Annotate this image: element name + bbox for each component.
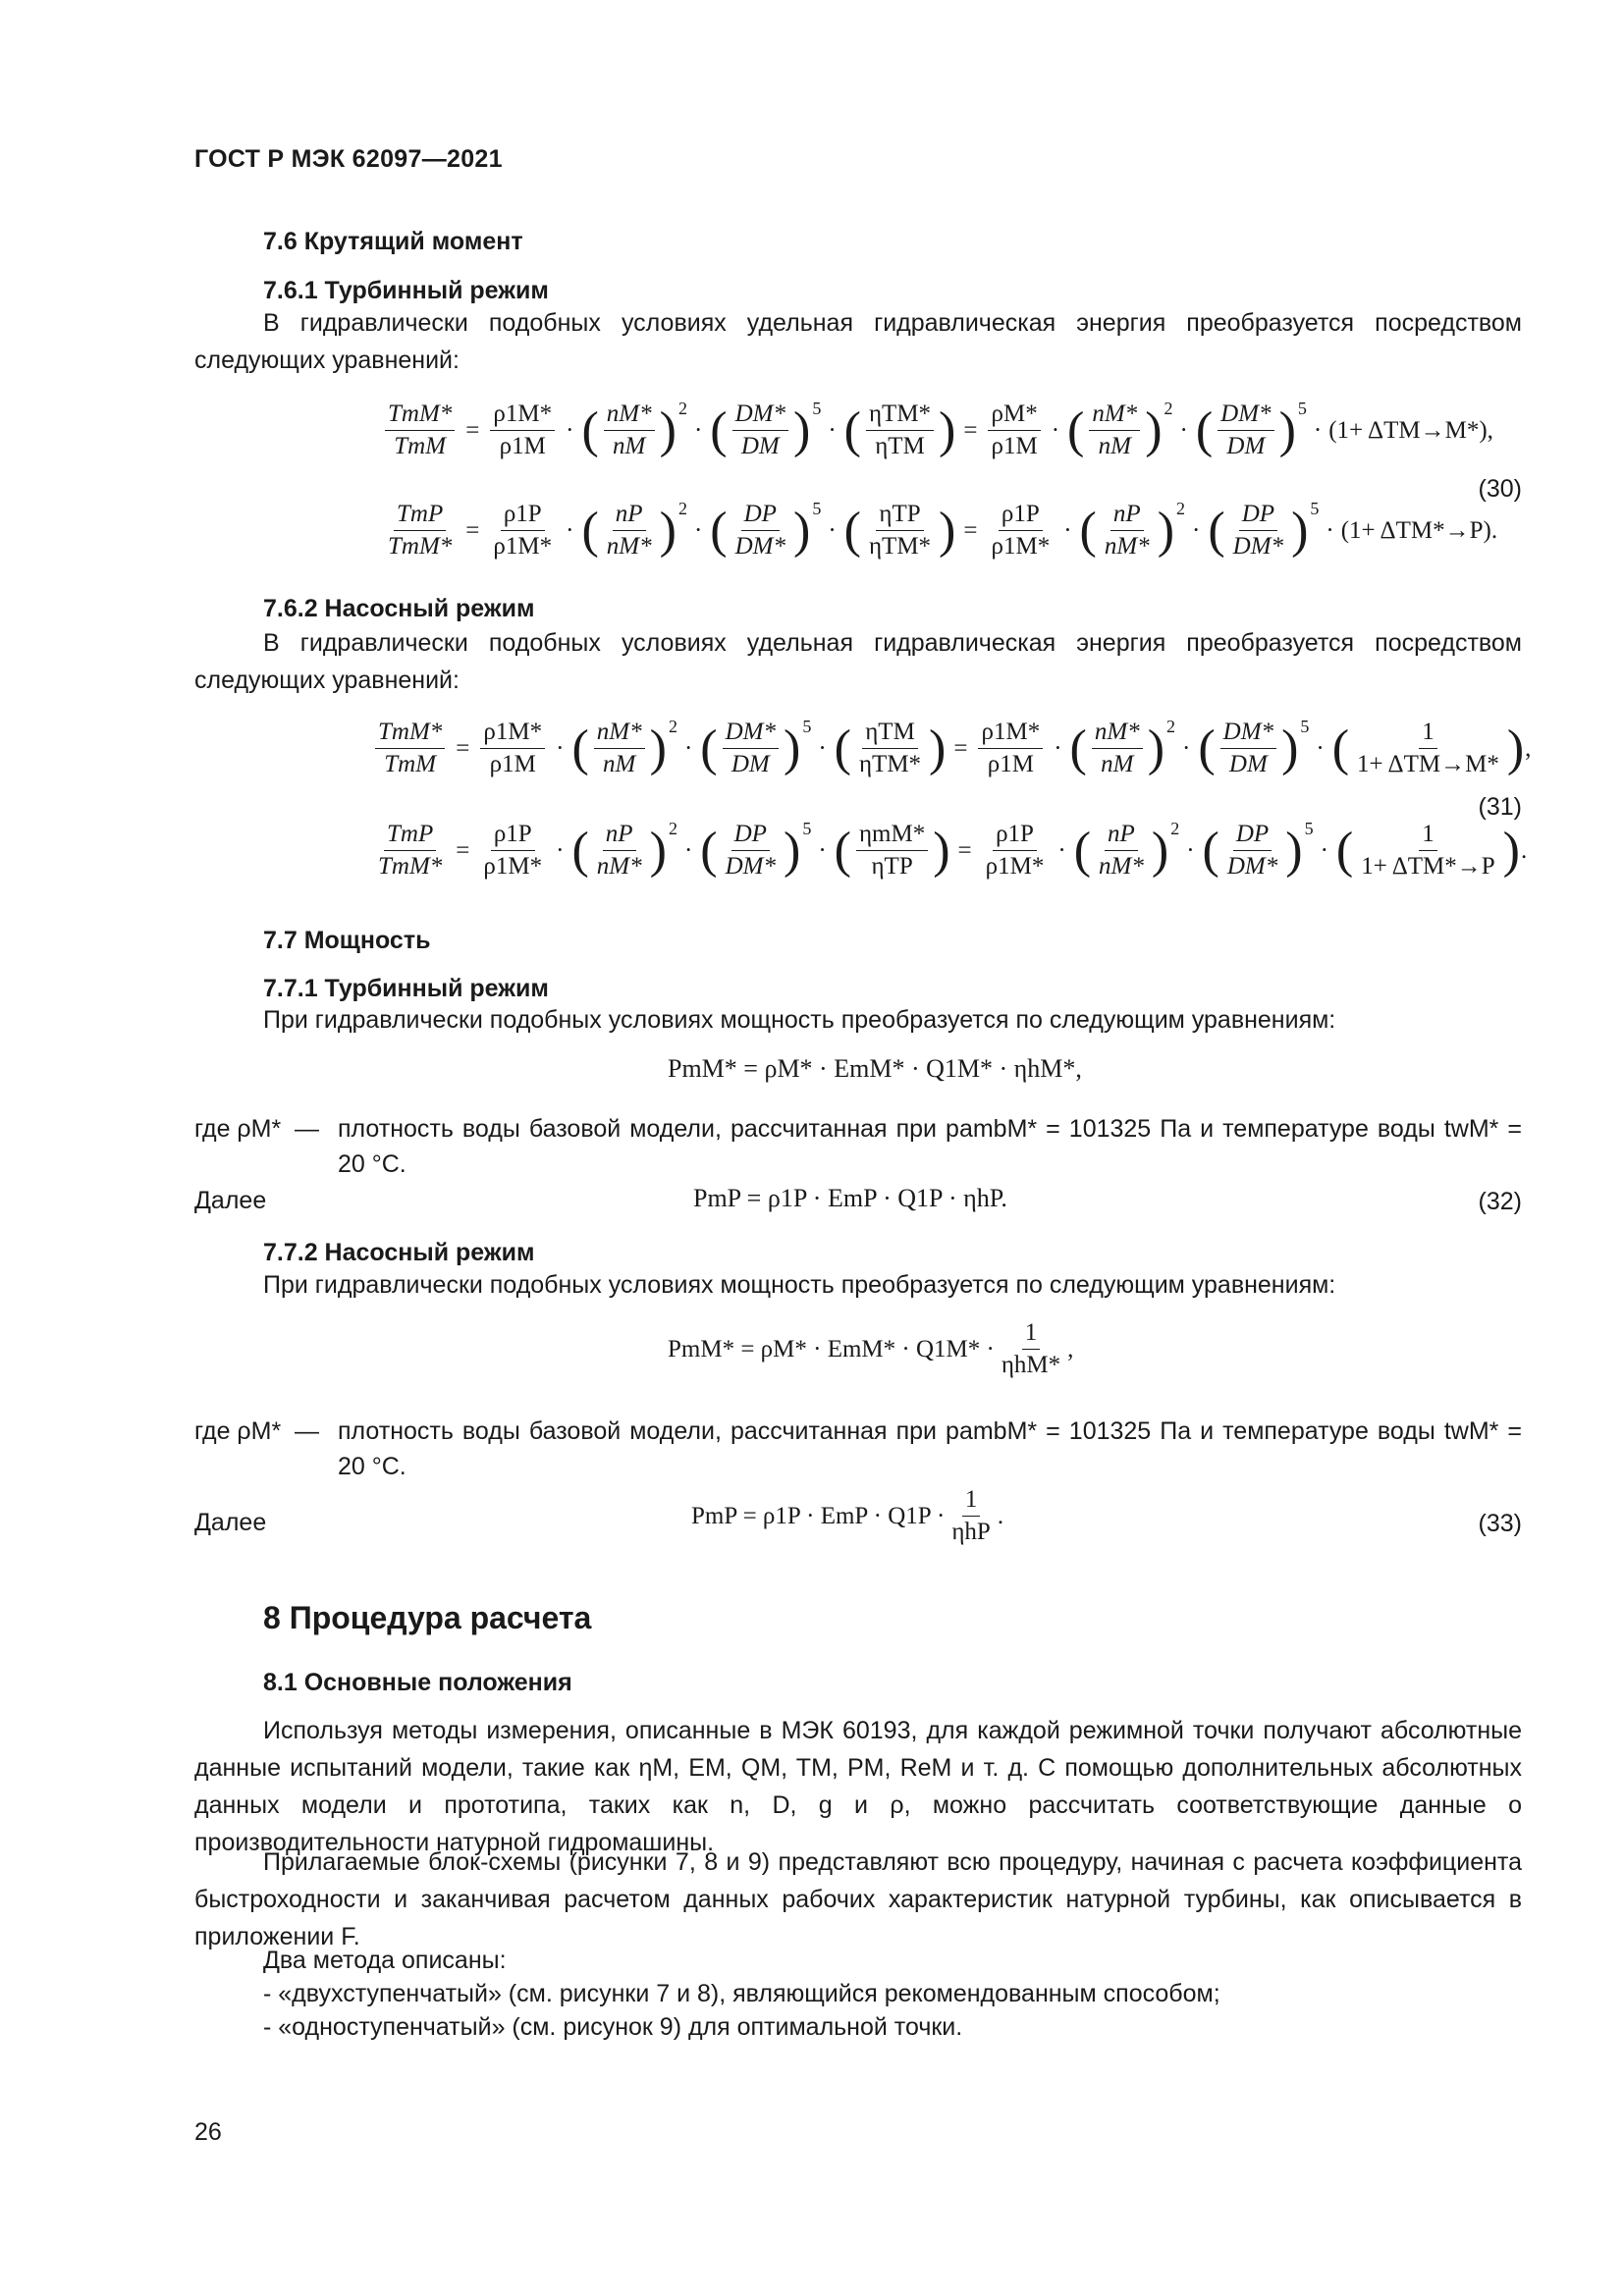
fraction: $\frac{\text{ηmM*}}{\text{ηTP}}$ <box>856 821 928 881</box>
text-dalee-2: Далее <box>194 1509 267 1536</box>
fraction: $\frac{\rho M*}{\rho 1M}$ <box>988 400 1040 460</box>
where-clause-2: где ρM* — плотность воды базовой модели, рассчитанная при pambM* = 101325 Па и температуре воды twM* = 20 °C. <box>194 1417 1522 1480</box>
fraction: $\frac{\rho 1M*}{\rho 1M}$ <box>978 719 1043 778</box>
fraction: $\frac{nM*}{nM}$ <box>594 719 645 778</box>
page-number: 26 <box>194 2118 222 2146</box>
fraction: $\frac{\rho 1P}{\rho 1M*}$ <box>483 821 543 880</box>
equation-number-31: (31) <box>1478 793 1522 821</box>
fraction: $\frac{nP}{nM*}$ <box>596 821 642 880</box>
section-7-6-1-text: В гидравлически подобных условиях удельная гидравлическая энергия преобразуется посредством следующих уравнений: <box>194 309 1522 374</box>
section-8-title: 8 Процедура расчета <box>263 1600 592 1635</box>
fraction: $\frac{1}{\text{1+ ΔTM→M*}}$ <box>1357 719 1499 777</box>
fraction: $\frac{\text{TmM*}}{\text{TmM}}$ <box>385 400 455 460</box>
section-8-1-paragraph-3: Два метода описаны: <box>263 1947 507 1974</box>
fraction: $\frac{\text{TmP}}{\text{TmM*}}$ <box>388 501 453 560</box>
fraction: $\frac{1}{\text{ηhM*}}$ <box>1001 1319 1061 1378</box>
fraction: $\frac{\text{ηTM}}{\text{ηTM*}}$ <box>858 719 922 777</box>
section-7-7-2-text: При гидравлически подобных условиях мощность преобразуется по следующим уравнениям: <box>263 1271 1336 1299</box>
fraction: $\frac{\text{ηTM*}}{\text{ηTM}}$ <box>866 400 934 460</box>
fraction: $\frac{\text{TmP}}{\text{TmM*}}$ <box>378 821 443 880</box>
fraction: $\frac{\text{ηTP}}{\text{ηTM*}}$ <box>868 501 932 560</box>
fraction: $\frac{DP}{DM*}$ <box>1226 821 1278 880</box>
formula-power-model-pump: PmM* = ρM* · EmM* · Q1M* · $\frac{1}{\text{ηhM*}}$ , <box>668 1319 1074 1378</box>
where-clause-1: где ρM* — плотность воды базовой модели, рассчитанная при pambM* = 101325 Па и температуре воды twM* = 20 °C. <box>194 1115 1522 1178</box>
equation-number-33: (33) <box>1478 1510 1522 1537</box>
equation-30-line-2: $\frac{\text{TmP}}{\text{TmM*}}$ = $\frac{\rho 1P}{\rho 1M*}$ · ( $\frac{nP}{nM*}$ ) 2 · ( $\frac{DP}{DM*}$ ) 5 · ( $\frac{\text{ηTP}}{\text{ηTM*}}$ ) = $\frac{\rho 1P}{\rho 1M*}$ · ( $\frac{nP}{nM*}$ ) 2 · ( $\frac{DP}{DM*}$ ) 5 · (1+ ΔTM*→P). <box>381 501 1497 561</box>
section-7-6-title: 7.6 Крутящий момент <box>263 228 523 255</box>
fraction: $\frac{DM*}{DM}$ <box>723 719 779 778</box>
fraction: $\frac{DM*}{DM}$ <box>732 400 788 460</box>
section-7-6-2-text: В гидравлически подобных условиях удельная гидравлическая энергия преобразуется посредством следующих уравнений: <box>194 629 1522 694</box>
fraction: $\frac{\rho 1M*}{\rho 1M}$ <box>490 400 555 460</box>
formula-power-model-turbine: PmM* = ρM* · EmM* · Q1M* · ηhM*, <box>668 1054 1082 1083</box>
fraction: $\frac{DM*}{DM}$ <box>1220 719 1276 778</box>
fraction: $\frac{\rho 1P}{\rho 1M*}$ <box>985 821 1045 880</box>
fraction: $\frac{1}{\text{1+ ΔTM*→P}}$ <box>1361 821 1495 880</box>
section-8-1-title: 8.1 Основные положения <box>263 1669 572 1696</box>
list-item: - «одноступенчатый» (см. рисунок 9) для оптимальной точки. <box>263 2013 963 2041</box>
fraction: $\frac{1}{\text{ηhP}}$ <box>951 1486 991 1545</box>
list-item: - «двухступенчатый» (см. рисунки 7 и 8), являющийся рекомендованным способом; <box>263 1980 1220 2007</box>
section-7-7-1-text: При гидравлически подобных условиях мощность преобразуется по следующим уравнениям: <box>263 1006 1336 1034</box>
equation-30-line-1: $\frac{\text{TmM*}}{\text{TmM}}$ = $\frac{\rho 1M*}{\rho 1M}$ · ( $\frac{nM*}{nM}$ ) 2 · ( $\frac{DM*}{DM}$ ) 5 · ( $\frac{\text{ηTM*}}{\text{ηTM}}$ ) = $\frac{\rho M*}{\rho 1M}$ · ( $\frac{nM*}{nM}$ ) 2 · ( $\frac{DM*}{DM}$ ) 5 · (1+ ΔTM→M*), <box>381 400 1493 460</box>
fraction: $\frac{DP}{DM*}$ <box>725 821 776 880</box>
fraction: $\frac{\text{TmM*}}{\text{TmM}}$ <box>375 719 445 778</box>
fraction: $\frac{nP}{nM*}$ <box>1104 501 1150 560</box>
fraction: $\frac{DM*}{DM}$ <box>1218 400 1273 460</box>
formula-power-prototype-pump: PmP = ρ1P · EmP · Q1P · $\frac{1}{\text{ηhP}}$ . <box>691 1486 1004 1545</box>
equation-number-30: (30) <box>1478 475 1522 503</box>
equation-31-line-1: $\frac{\text{TmM*}}{\text{TmM}}$ = $\frac{\rho 1M*}{\rho 1M}$ · ( $\frac{nM*}{nM}$ ) 2 · ( $\frac{DM*}{DM}$ ) 5 · ( $\frac{\text{ηTM}}{\text{ηTM*}}$ ) = $\frac{\rho 1M*}{\rho 1M}$ · ( $\frac{nM*}{nM}$ ) 2 · ( $\frac{DM*}{DM}$ ) 5 · ( $\frac{1}{\text{1+ ΔTM→M*}}$ ) , <box>371 719 1531 778</box>
section-7-6-1-title: 7.6.1 Турбинный режим <box>263 277 549 304</box>
fraction: $\frac{nM*}{nM}$ <box>1089 400 1140 460</box>
fraction: $\frac{nP}{nM*}$ <box>606 501 652 560</box>
formula-power-prototype-turbine: PmP = ρ1P · EmP · Q1P · ηhP. <box>693 1184 1007 1212</box>
section-8-1-paragraph-2: Прилагаемые блок-схемы (рисунки 7, 8 и 9) представляют всю процедуру, начиная с расчета коэффициента быстроходности и заканчивая расчетом данных рабочих характеристик натурной турбины, как описывается в приложении F. <box>194 1848 1522 1950</box>
section-7-7-title: 7.7 Мощность <box>263 927 431 954</box>
fraction: $\frac{\rho 1M*}{\rho 1M}$ <box>480 719 545 778</box>
document-header: ГОСТ Р МЭК 62097—2021 <box>194 145 503 173</box>
fraction: $\frac{DP}{DM*}$ <box>734 501 785 560</box>
fraction: $\frac{\rho 1P}{\rho 1M*}$ <box>493 501 553 560</box>
fraction: $\frac{\rho 1P}{\rho 1M*}$ <box>991 501 1051 560</box>
fraction: $\frac{nM*}{nM}$ <box>1092 719 1143 778</box>
text-dalee-1: Далее <box>194 1187 267 1214</box>
section-7-7-2-title: 7.7.2 Насосный режим <box>263 1239 535 1266</box>
fraction: $\frac{nP}{nM*}$ <box>1099 821 1144 880</box>
equation-number-32: (32) <box>1478 1188 1522 1215</box>
section-7-6-2-title: 7.6.2 Насосный режим <box>263 595 535 622</box>
equation-31-line-2: $\frac{\text{TmP}}{\text{TmM*}}$ = $\frac{\rho 1P}{\rho 1M*}$ · ( $\frac{nP}{nM*}$ ) 2 · ( $\frac{DP}{DM*}$ ) 5 · ( $\frac{\text{ηmM*}}{\text{ηTP}}$ ) = $\frac{\rho 1P}{\rho 1M*}$ · ( $\frac{nP}{nM*}$ ) 2 · ( $\frac{DP}{DM*}$ ) 5 · ( $\frac{1}{\text{1+ ΔTM*→P}}$ ) . <box>371 821 1527 881</box>
fraction: $\frac{DP}{DM*}$ <box>1232 501 1284 560</box>
fraction: $\frac{nM*}{nM}$ <box>604 400 655 460</box>
section-8-1-paragraph-1: Используя методы измерения, описанные в МЭК 60193, для каждой режимной точки получают абсолютные данные испытаний модели, такие как ηM, EM, QM, TM, PM, ReM и т. д. С помощью дополнительных абсолютных данных модели и прототипа, таких как n, D, g и ρ, можно рассчитать соответствующие данные о производительности натурной гидромашины. <box>194 1717 1522 1856</box>
section-7-7-1-title: 7.7.1 Турбинный режим <box>263 975 549 1002</box>
